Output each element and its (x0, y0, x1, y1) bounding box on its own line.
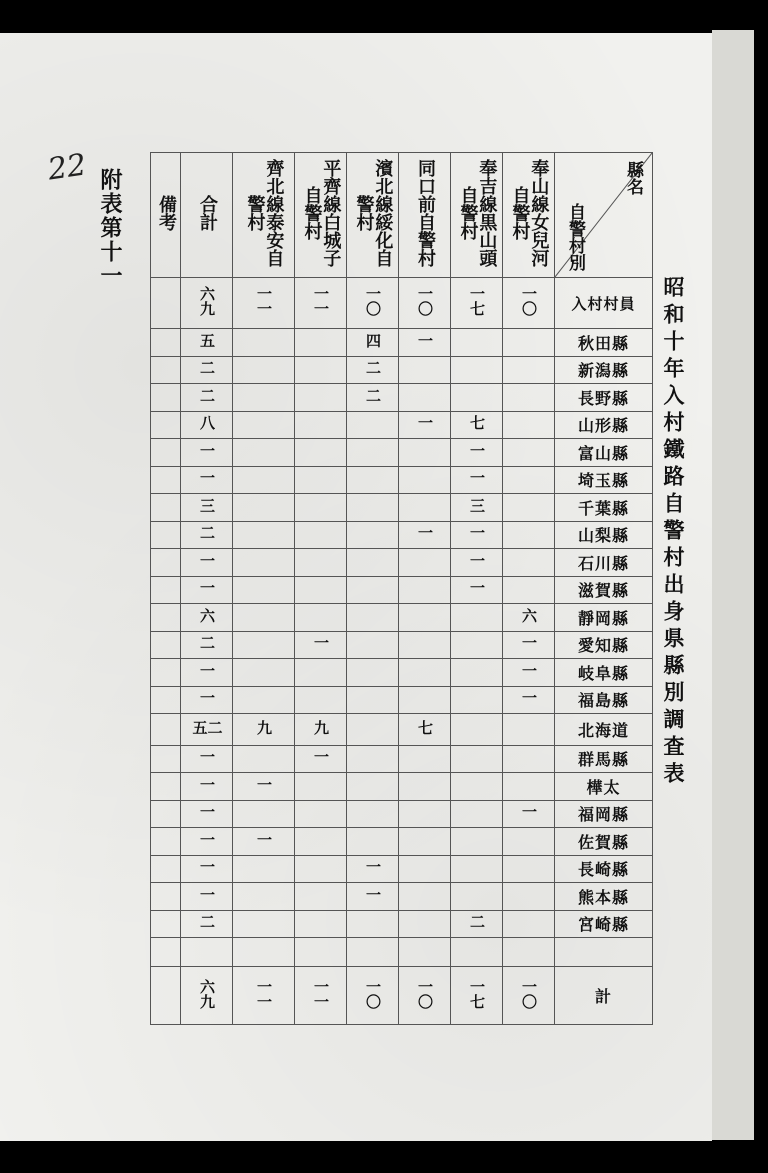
table-cell (295, 773, 347, 801)
table-cell: 一 (181, 883, 233, 911)
table-cell (399, 773, 451, 801)
row-label: 千葉縣 (555, 494, 653, 522)
table-row (151, 411, 653, 439)
table-cell (295, 938, 347, 967)
table-cell (503, 466, 555, 494)
page-number: 22 (45, 147, 89, 188)
table-cell: 一 (233, 828, 295, 856)
table-cell (151, 466, 181, 494)
table-cell (151, 910, 181, 938)
table-row (151, 910, 653, 938)
table-row (151, 659, 653, 687)
row-label: 山梨縣 (555, 521, 653, 549)
table-cell (399, 855, 451, 883)
table-cell (451, 659, 503, 687)
table-cell (399, 745, 451, 773)
table-cell (151, 329, 181, 357)
table-row (151, 329, 653, 357)
table-cell: 九 (233, 714, 295, 746)
table-cell (503, 714, 555, 746)
table-cell (451, 883, 503, 911)
table-cell (503, 576, 555, 604)
table-cell: 四 (347, 329, 399, 357)
table-row (151, 278, 653, 329)
table-cell: 一 (181, 773, 233, 801)
table-cell: 二 (181, 910, 233, 938)
table-cell (503, 494, 555, 522)
row-label: 長野縣 (555, 384, 653, 412)
table-cell: 九 (295, 714, 347, 746)
table-cell: 一 (451, 521, 503, 549)
table-cell: 一一 (295, 967, 347, 1025)
corner-bottom-label: 自警村別 (565, 203, 585, 271)
table-cell (151, 384, 181, 412)
table-cell: 二 (181, 521, 233, 549)
table-cell: 二 (347, 384, 399, 412)
row-label: 長崎縣 (555, 855, 653, 883)
row-label: 富山縣 (555, 439, 653, 467)
table-cell: 一 (347, 855, 399, 883)
table-cell (151, 828, 181, 856)
table-row (151, 967, 653, 1025)
table-cell (151, 631, 181, 659)
row-label: 岐阜縣 (555, 659, 653, 687)
table-cell (503, 411, 555, 439)
table-cell (233, 910, 295, 938)
table-cell (151, 800, 181, 828)
row-label: 山形縣 (555, 411, 653, 439)
table-cell: 一 (503, 659, 555, 687)
table-cell (347, 439, 399, 467)
table-cell: 三 (451, 494, 503, 522)
table-cell (295, 800, 347, 828)
table-cell (233, 576, 295, 604)
table-cell (347, 800, 399, 828)
row-label: 宮崎縣 (555, 910, 653, 938)
row-label: 滋賀縣 (555, 576, 653, 604)
row-label: 樺太 (555, 773, 653, 801)
table-cell (399, 800, 451, 828)
row-label: 愛知縣 (555, 631, 653, 659)
table-cell (503, 773, 555, 801)
table-cell (151, 686, 181, 714)
table-cell (233, 800, 295, 828)
table-cell (399, 439, 451, 467)
table-row (151, 356, 653, 384)
table-cell (451, 773, 503, 801)
table-cell (347, 659, 399, 687)
table-cell (151, 883, 181, 911)
table-cell: 六九 (181, 278, 233, 329)
table-cell (233, 604, 295, 632)
table-cell (151, 938, 181, 967)
col-header: 濱北線綏化自警村 (347, 153, 399, 278)
table-cell (295, 466, 347, 494)
table-cell (503, 855, 555, 883)
table-cell (399, 659, 451, 687)
table-cell (233, 938, 295, 967)
col-header: 奉山線女兒河自警村 (503, 153, 555, 278)
row-label: 福岡縣 (555, 800, 653, 828)
table-cell (233, 384, 295, 412)
col-header: 齊北線泰安自警村 (233, 153, 295, 278)
table-cell: 一 (181, 576, 233, 604)
table-cell (233, 494, 295, 522)
table-row (151, 686, 653, 714)
table-row (151, 604, 653, 632)
table-row (151, 494, 653, 522)
row-label: 靜岡縣 (555, 604, 653, 632)
table-cell (295, 411, 347, 439)
table-cell (233, 329, 295, 357)
table-cell (151, 967, 181, 1025)
table-cell (451, 384, 503, 412)
table-cell: 一 (503, 631, 555, 659)
table-cell (399, 883, 451, 911)
table-cell: 一一 (233, 278, 295, 329)
table-cell: 二 (181, 384, 233, 412)
table-cell: 一 (451, 549, 503, 577)
table-cell (503, 356, 555, 384)
table-cell (503, 439, 555, 467)
document-title: 昭和十年入村鐵路自警村出身県縣別調査表 (661, 276, 686, 789)
table-cell: 七 (399, 714, 451, 746)
table-cell (347, 686, 399, 714)
table-cell (399, 494, 451, 522)
table-cell (503, 384, 555, 412)
table-cell (295, 384, 347, 412)
table-cell (233, 466, 295, 494)
col-header: 備考 (151, 153, 181, 278)
table-cell (347, 828, 399, 856)
row-label: 佐賀縣 (555, 828, 653, 856)
table-cell: 二 (181, 631, 233, 659)
table-cell (399, 356, 451, 384)
table-row (151, 631, 653, 659)
table-cell: 一 (451, 576, 503, 604)
table-cell (233, 411, 295, 439)
row-label: 計 (555, 967, 653, 1025)
table-cell (295, 521, 347, 549)
row-label: 入村村員 (555, 278, 653, 329)
table-cell (503, 883, 555, 911)
table-cell: 一 (181, 549, 233, 577)
adjacent-page-edge (712, 30, 754, 1140)
col-header: 合計 (181, 153, 233, 278)
table-cell: 一 (399, 521, 451, 549)
table-row (151, 938, 653, 967)
table-cell (295, 659, 347, 687)
table-cell (399, 549, 451, 577)
col-header: 奉吉線黒山頭自警村 (451, 153, 503, 278)
table-cell (295, 686, 347, 714)
table-cell (181, 938, 233, 967)
table-cell: 一 (295, 631, 347, 659)
row-label: 群馬縣 (555, 745, 653, 773)
table-cell (151, 745, 181, 773)
table-body (151, 278, 653, 1025)
row-label: 熊本縣 (555, 883, 653, 911)
survey-table (150, 152, 653, 1025)
table-cell (451, 686, 503, 714)
table-cell (451, 938, 503, 967)
header-row (151, 153, 653, 278)
table-cell (503, 745, 555, 773)
table-cell: 一〇 (399, 967, 451, 1025)
table-cell: 三 (181, 494, 233, 522)
table-cell (451, 631, 503, 659)
table-cell (347, 521, 399, 549)
corner-header (555, 153, 653, 278)
table-cell (451, 855, 503, 883)
table-row (151, 800, 653, 828)
table-cell: 一 (503, 686, 555, 714)
table-cell (347, 576, 399, 604)
table-row (151, 773, 653, 801)
table-row (151, 855, 653, 883)
table-cell (295, 356, 347, 384)
table-cell: 一 (181, 745, 233, 773)
table-cell: 一〇 (347, 278, 399, 329)
col-header: 同口前自警村 (399, 153, 451, 278)
table-cell (151, 278, 181, 329)
table-cell (233, 686, 295, 714)
table-row (151, 466, 653, 494)
table-cell: 六 (181, 604, 233, 632)
table-cell: 一 (181, 439, 233, 467)
table-cell (347, 494, 399, 522)
table-cell: 六 (503, 604, 555, 632)
table-row (151, 549, 653, 577)
table-cell (399, 466, 451, 494)
table-cell (503, 549, 555, 577)
table-cell: 二 (451, 910, 503, 938)
appendix-label: 附表第十一 (97, 168, 123, 288)
table-cell: 一〇 (503, 967, 555, 1025)
table-cell: 一〇 (347, 967, 399, 1025)
table-cell: 一 (181, 466, 233, 494)
col-header: 平齊線白城子自警村 (295, 153, 347, 278)
table-cell (347, 466, 399, 494)
table-cell (233, 745, 295, 773)
table-cell: 五 (181, 329, 233, 357)
row-label: 福島縣 (555, 686, 653, 714)
table-cell: 一 (181, 855, 233, 883)
table-cell (151, 576, 181, 604)
table-cell: 一 (181, 659, 233, 687)
table-cell (151, 411, 181, 439)
table-cell (233, 659, 295, 687)
table-cell: 一 (399, 411, 451, 439)
table-cell: 一 (503, 800, 555, 828)
table-cell: 一七 (451, 278, 503, 329)
table-cell (151, 494, 181, 522)
table-cell: 一 (347, 883, 399, 911)
table-cell: 一 (181, 828, 233, 856)
table-cell (295, 439, 347, 467)
table-cell (451, 800, 503, 828)
table-row (151, 576, 653, 604)
table-cell: 一 (233, 773, 295, 801)
table-cell (233, 631, 295, 659)
table-cell (347, 773, 399, 801)
row-label: 石川縣 (555, 549, 653, 577)
table-row (151, 883, 653, 911)
table-cell: 一 (451, 439, 503, 467)
table-cell: 一一 (295, 278, 347, 329)
table-cell (399, 686, 451, 714)
table-cell (399, 631, 451, 659)
table-cell (347, 631, 399, 659)
table-cell (451, 714, 503, 746)
row-label: 埼玉縣 (555, 466, 653, 494)
table-cell (233, 356, 295, 384)
table-cell (151, 659, 181, 687)
table-cell (503, 938, 555, 967)
table-cell: 二 (181, 356, 233, 384)
table-row (151, 384, 653, 412)
table-cell: 一一 (233, 967, 295, 1025)
table-cell (151, 356, 181, 384)
table-cell: 一〇 (399, 278, 451, 329)
table-cell (295, 828, 347, 856)
table-cell (295, 494, 347, 522)
table-cell (295, 910, 347, 938)
row-label: 秋田縣 (555, 329, 653, 357)
table-cell: 一 (181, 686, 233, 714)
table-cell (295, 883, 347, 911)
table-cell: 一 (399, 329, 451, 357)
table-cell (399, 828, 451, 856)
row-label: 新潟縣 (555, 356, 653, 384)
table-cell (233, 549, 295, 577)
table-cell (233, 855, 295, 883)
table-cell: 二五 (181, 714, 233, 746)
table-cell (399, 910, 451, 938)
table-cell (295, 329, 347, 357)
table-cell (451, 329, 503, 357)
table-cell (151, 439, 181, 467)
table-cell (451, 604, 503, 632)
table-cell (503, 828, 555, 856)
table-cell (295, 604, 347, 632)
table-cell (347, 714, 399, 746)
table-cell (151, 714, 181, 746)
table-cell (347, 604, 399, 632)
table-cell (503, 521, 555, 549)
table-cell (451, 356, 503, 384)
table-cell (347, 745, 399, 773)
table-cell (399, 938, 451, 967)
table-cell (399, 576, 451, 604)
table-cell (233, 521, 295, 549)
table-cell (347, 910, 399, 938)
table-cell (295, 549, 347, 577)
table-cell (347, 411, 399, 439)
table-row (151, 521, 653, 549)
table-cell: 七 (451, 411, 503, 439)
table-cell (347, 938, 399, 967)
table-cell (151, 773, 181, 801)
table-cell: 一 (451, 466, 503, 494)
table-cell (295, 576, 347, 604)
table-cell: 八 (181, 411, 233, 439)
table-cell (295, 855, 347, 883)
table-cell (503, 329, 555, 357)
table-cell: 六九 (181, 967, 233, 1025)
table-row (151, 439, 653, 467)
table-cell (399, 604, 451, 632)
table-cell: 一七 (451, 967, 503, 1025)
table-row (151, 828, 653, 856)
table-cell (451, 828, 503, 856)
table-cell (151, 855, 181, 883)
table-cell (233, 439, 295, 467)
table-cell (503, 910, 555, 938)
row-label (555, 938, 653, 967)
table-cell (347, 549, 399, 577)
row-label: 北海道 (555, 714, 653, 746)
corner-top-label: 縣名 (623, 161, 643, 195)
table-cell: 二 (347, 356, 399, 384)
table-cell: 一 (181, 800, 233, 828)
table-row (151, 745, 653, 773)
table-row (151, 714, 653, 746)
table-cell (151, 549, 181, 577)
table-cell: 一 (295, 745, 347, 773)
table-cell (233, 883, 295, 911)
table-cell (151, 604, 181, 632)
table-cell: 一〇 (503, 278, 555, 329)
table-cell (399, 384, 451, 412)
table-cell (451, 745, 503, 773)
table-cell (151, 521, 181, 549)
